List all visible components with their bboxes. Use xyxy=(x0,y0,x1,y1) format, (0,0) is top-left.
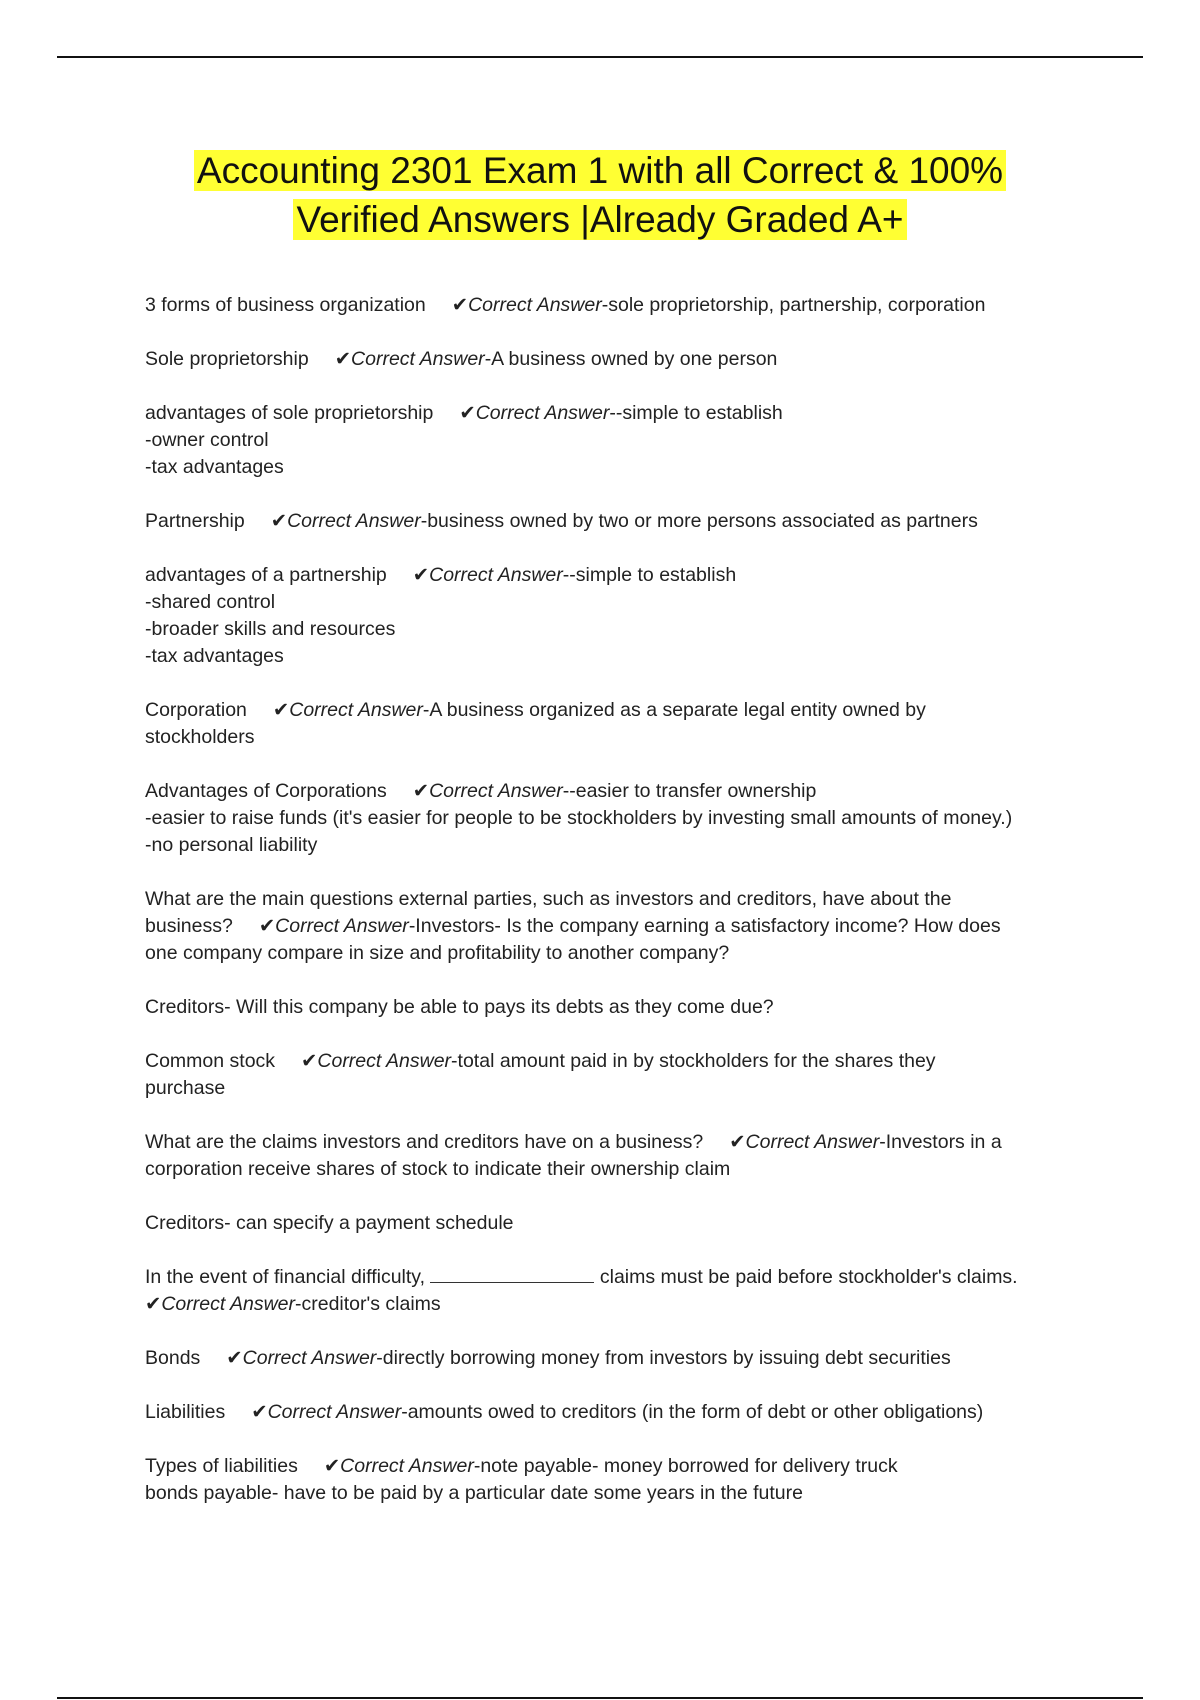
check-icon: ✔ xyxy=(258,915,276,937)
qa-entry xyxy=(145,1048,1075,1102)
question-continued: claims must be paid before stockholder's claims. xyxy=(599,1266,1018,1288)
answer: -business owned by two or more persons associated as partners xyxy=(420,510,978,532)
answer-label: Correct Answer xyxy=(468,294,602,316)
answer-continued: -broader skills and resources xyxy=(145,618,396,640)
question: Partnership xyxy=(145,510,245,532)
answer-label: Correct Answer xyxy=(429,564,563,586)
check-icon: ✔ xyxy=(145,1293,162,1315)
answer-label: Correct Answer xyxy=(317,1050,452,1072)
answer-label: Correct Answer xyxy=(351,348,485,370)
answer: -total amount paid in by stockholders for the shares they xyxy=(451,1050,936,1072)
answer-label: Correct Answer xyxy=(289,699,423,721)
answer-label: Correct Answer xyxy=(161,1293,295,1315)
answer: -A business owned by one person xyxy=(484,348,778,370)
question: Liabilities xyxy=(145,1401,226,1423)
check-icon: ✔ xyxy=(323,1455,341,1477)
check-icon: ✔ xyxy=(301,1050,318,1072)
qa-entry xyxy=(145,1399,1075,1426)
title-line-2: Verified Answers |Already Graded A+ xyxy=(293,199,906,240)
check-icon: ✔ xyxy=(451,294,469,316)
check-icon: ✔ xyxy=(459,402,476,424)
question: What are the claims investors and creditors have on a business? xyxy=(145,1131,704,1153)
answer-label: Correct Answer xyxy=(429,780,563,802)
question: advantages of a partnership xyxy=(145,564,387,586)
answer: -Investors- Is the company earning a satisfactory income? How does xyxy=(408,915,1001,937)
qa-entry xyxy=(145,1345,1075,1372)
question: 3 forms of business organization xyxy=(145,294,426,316)
answer-continued: -no personal liability xyxy=(145,834,318,856)
qa-list xyxy=(145,292,1075,1534)
qa-entry xyxy=(145,400,1075,481)
answer-continued: -tax advantages xyxy=(145,645,284,667)
paragraph: Creditors- Will this company be able to pays its debts as they come due? xyxy=(145,996,774,1018)
qa-entry xyxy=(145,562,1075,670)
answer: --simple to establish xyxy=(609,402,783,424)
answer: -creditor's claims xyxy=(295,1293,441,1315)
check-icon: ✔ xyxy=(226,1347,243,1369)
answer-continued: -shared control xyxy=(145,591,276,613)
question: Corporation xyxy=(145,699,247,721)
check-icon: ✔ xyxy=(272,699,290,721)
answer-label: Correct Answer xyxy=(267,1401,402,1423)
answer: -A business organized as a separate legal entity owned by xyxy=(422,699,926,721)
answer-label: Correct Answer xyxy=(475,402,610,424)
fill-in-blank xyxy=(430,1266,594,1283)
question-continued: business? xyxy=(145,915,233,937)
answer: --simple to establish xyxy=(562,564,737,586)
answer: -Investors in a xyxy=(879,1131,1002,1153)
qa-entry xyxy=(145,1129,1075,1183)
answer-label: Correct Answer xyxy=(242,1347,377,1369)
qa-entry xyxy=(145,292,1075,319)
qa-entry xyxy=(145,778,1075,859)
answer-label: Correct Answer xyxy=(745,1131,880,1153)
answer-label: Correct Answer xyxy=(340,1455,474,1477)
qa-entry xyxy=(145,1264,1075,1318)
check-icon: ✔ xyxy=(412,564,430,586)
question: Common stock xyxy=(145,1050,276,1072)
answer: -amounts owed to creditors (in the form of debt or other obligations) xyxy=(401,1401,984,1423)
check-icon: ✔ xyxy=(251,1401,268,1423)
title-line-1: Accounting 2301 Exam 1 with all Correct & 100% xyxy=(194,150,1006,191)
question: Types of liabilities xyxy=(145,1455,298,1477)
question: advantages of sole proprietorship xyxy=(145,402,434,424)
answer-continued: -easier to raise funds (it's easier for people to be stockholders by investing small amounts of money.) xyxy=(145,807,1013,829)
answer-continued: corporation receive shares of stock to indicate their ownership claim xyxy=(145,1158,731,1180)
answer-continued: -owner control xyxy=(145,429,269,451)
paragraph: Creditors- can specify a payment schedule xyxy=(145,1212,514,1234)
answer-continued: bonds payable- have to be paid by a particular date some years in the future xyxy=(145,1482,803,1504)
answer: -sole proprietorship, partnership, corporation xyxy=(601,294,986,316)
qa-entry xyxy=(145,1453,1075,1507)
check-icon: ✔ xyxy=(729,1131,746,1153)
qa-entry xyxy=(145,1210,1075,1237)
answer-continued: -tax advantages xyxy=(145,456,284,478)
answer: --easier to transfer ownership xyxy=(562,780,817,802)
answer-label: Correct Answer xyxy=(275,915,409,937)
check-icon: ✔ xyxy=(270,510,288,532)
top-rule xyxy=(57,56,1143,58)
question: In the event of financial difficulty, xyxy=(145,1266,426,1288)
answer-continued: stockholders xyxy=(145,726,255,748)
qa-entry xyxy=(145,508,1075,535)
question: Advantages of Corporations xyxy=(145,780,387,802)
answer: -note payable- money borrowed for delivery truck xyxy=(473,1455,898,1477)
qa-entry xyxy=(145,994,1075,1021)
answer: -directly borrowing money from investors by issuing debt securities xyxy=(376,1347,951,1369)
check-icon: ✔ xyxy=(412,780,430,802)
check-icon: ✔ xyxy=(334,348,352,370)
question: Sole proprietorship xyxy=(145,348,309,370)
question: Bonds xyxy=(145,1347,201,1369)
qa-entry xyxy=(145,697,1075,751)
question: What are the main questions external parties, such as investors and creditors, have about the xyxy=(145,888,952,910)
qa-entry xyxy=(145,886,1075,967)
answer-label: Correct Answer xyxy=(287,510,421,532)
answer-continued: one company compare in size and profitability to another company? xyxy=(145,942,730,964)
bottom-rule xyxy=(57,1697,1143,1699)
answer-continued: purchase xyxy=(145,1077,226,1099)
qa-entry xyxy=(145,346,1075,373)
page-title xyxy=(0,146,1200,244)
